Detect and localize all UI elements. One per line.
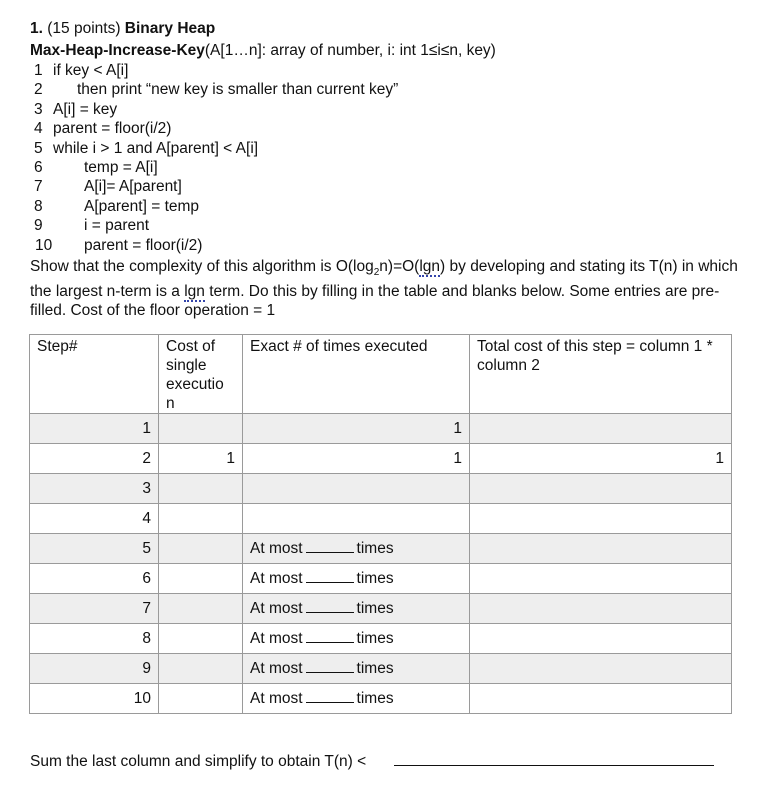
total-cost-cell[interactable]: [470, 594, 732, 624]
total-cost-cell[interactable]: [470, 624, 732, 654]
step-number-cell: 6: [30, 564, 159, 594]
step-number-cell: 1: [30, 414, 159, 444]
question-heading: [30, 19, 215, 38]
instructions-text-2: n)=O(: [379, 258, 420, 275]
total-cost-cell[interactable]: [470, 684, 732, 714]
code-line-number: 2: [34, 81, 43, 99]
instructions-text-3: ) by developing and stating its T(n) in which the largest n-term is a: [30, 258, 738, 301]
times-label: times: [356, 690, 394, 707]
code-line-number: 5: [34, 139, 43, 157]
times-label: times: [356, 630, 394, 647]
times-blank[interactable]: [306, 630, 354, 643]
code-line-number: 8: [34, 197, 43, 215]
times-label: times: [356, 540, 394, 557]
step-number-cell: 5: [30, 534, 159, 564]
times-executed-cell[interactable]: [243, 654, 470, 684]
cost-cell[interactable]: [159, 624, 243, 654]
question-points: (15 points): [47, 20, 121, 37]
times-executed-cell[interactable]: [243, 684, 470, 714]
at-most-label: At most: [250, 660, 303, 677]
cost-cell[interactable]: [159, 594, 243, 624]
at-most-label: At most: [250, 570, 303, 587]
cost-cell[interactable]: [159, 654, 243, 684]
instructions-paragraph: [30, 257, 750, 320]
header-times: Exact # of times executed: [243, 335, 470, 414]
total-cost-cell[interactable]: [470, 414, 732, 444]
total-cost-cell[interactable]: [470, 534, 732, 564]
total-cost-cell[interactable]: 1: [470, 444, 732, 474]
step-number-cell: 10: [30, 684, 159, 714]
header-cost-line: single: [166, 357, 207, 374]
table-row: [30, 504, 732, 534]
at-most-label: At most: [250, 540, 303, 557]
header-cost-line: n: [166, 395, 175, 412]
times-blank[interactable]: [306, 600, 354, 613]
times-blank[interactable]: [306, 540, 354, 553]
step-number-cell: 7: [30, 594, 159, 624]
code-line-text: parent = floor(i/2): [84, 236, 203, 254]
code-line-text: i = parent: [84, 217, 150, 235]
total-cost-cell[interactable]: [470, 474, 732, 504]
step-number-cell: 9: [30, 654, 159, 684]
times-executed-cell[interactable]: 1: [243, 414, 470, 444]
table-row: [30, 594, 732, 624]
at-most-label: At most: [250, 600, 303, 617]
times-executed-cell[interactable]: [243, 594, 470, 624]
function-params: (A[1…n]: array of number, i: int 1≤i≤n, key): [204, 42, 496, 59]
question-number: 1.: [30, 20, 43, 37]
code-line-text: then print “new key is smaller than current key”: [77, 81, 399, 99]
table-row: [30, 654, 732, 684]
times-label: times: [356, 600, 394, 617]
table-row: [30, 414, 732, 444]
total-cost-cell[interactable]: [470, 504, 732, 534]
lgn-term-2: lgn: [184, 283, 205, 301]
table-header-row: [30, 335, 732, 414]
table-row: [30, 534, 732, 564]
code-line-number: 3: [34, 100, 43, 118]
sum-instruction: Sum the last column and simplify to obtain T(n) <: [30, 753, 367, 770]
instructions-text-1: Show that the complexity of this algorithm is O(log: [30, 258, 374, 275]
times-executed-cell[interactable]: [243, 564, 470, 594]
table-row: [30, 624, 732, 654]
question-title: Binary Heap: [124, 20, 216, 37]
code-line-text: A[i]= A[parent]: [84, 178, 182, 196]
table-row: [30, 564, 732, 594]
step-number-cell: 2: [30, 444, 159, 474]
code-line-number: 4: [34, 120, 43, 138]
table-row: [30, 684, 732, 714]
times-executed-cell[interactable]: [243, 504, 470, 534]
at-most-label: At most: [250, 630, 303, 647]
times-label: times: [356, 570, 394, 587]
code-line-number: 6: [34, 159, 43, 176]
header-step: Step#: [30, 335, 159, 414]
total-cost-cell[interactable]: [470, 654, 732, 684]
total-cost-cell[interactable]: [470, 564, 732, 594]
cost-cell[interactable]: 1: [159, 444, 243, 474]
cost-cell[interactable]: [159, 684, 243, 714]
times-executed-cell[interactable]: [243, 474, 470, 504]
table-row: [30, 474, 732, 504]
header-cost: [159, 335, 243, 414]
code-line-number: 7: [34, 178, 43, 196]
code-line-number: 9: [34, 217, 43, 235]
sum-answer-blank[interactable]: [394, 765, 714, 766]
code-line-text: A[i] = key: [53, 100, 118, 118]
header-total: Total cost of this step = column 1 * column 2: [470, 335, 732, 414]
code-line-text: if key < A[i]: [53, 62, 129, 79]
table-row: [30, 444, 732, 474]
times-executed-cell[interactable]: [243, 534, 470, 564]
function-signature: [30, 41, 496, 60]
cost-cell[interactable]: [159, 534, 243, 564]
step-number-cell: 4: [30, 504, 159, 534]
header-cost-line: executio: [166, 376, 224, 393]
lgn-term-1: lgn: [419, 258, 441, 275]
function-name: Max-Heap-Increase-Key: [30, 42, 205, 59]
code-line-number: 10: [35, 236, 53, 254]
cost-cell[interactable]: [159, 504, 243, 534]
step-number-cell: 8: [30, 624, 159, 654]
code-line-text: A[parent] = temp: [84, 197, 200, 215]
times-blank[interactable]: [306, 660, 354, 673]
code-line-text: temp = A[i]: [84, 159, 158, 176]
code-line-text: parent = floor(i/2): [53, 120, 172, 138]
step-number-cell: 3: [30, 474, 159, 504]
times-label: times: [356, 660, 394, 677]
cost-cell[interactable]: [159, 474, 243, 504]
times-blank[interactable]: [306, 570, 354, 583]
header-cost-line: Cost of: [166, 338, 216, 355]
log-base: 2: [373, 267, 380, 279]
cost-table: [29, 334, 732, 714]
times-executed-cell[interactable]: 1: [243, 444, 470, 474]
instructions-text-4: term. Do this by filling in the table and blanks below. Some entries are pre-filled. Cost of the floor operation = 1: [30, 283, 720, 320]
times-blank[interactable]: [306, 690, 354, 703]
at-most-label: At most: [250, 690, 303, 707]
cost-cell[interactable]: [159, 414, 243, 444]
times-executed-cell[interactable]: [243, 624, 470, 654]
code-line-text: while i > 1 and A[parent] < A[i]: [53, 139, 259, 157]
cost-cell[interactable]: [159, 564, 243, 594]
code-line-number: 1: [34, 62, 43, 79]
